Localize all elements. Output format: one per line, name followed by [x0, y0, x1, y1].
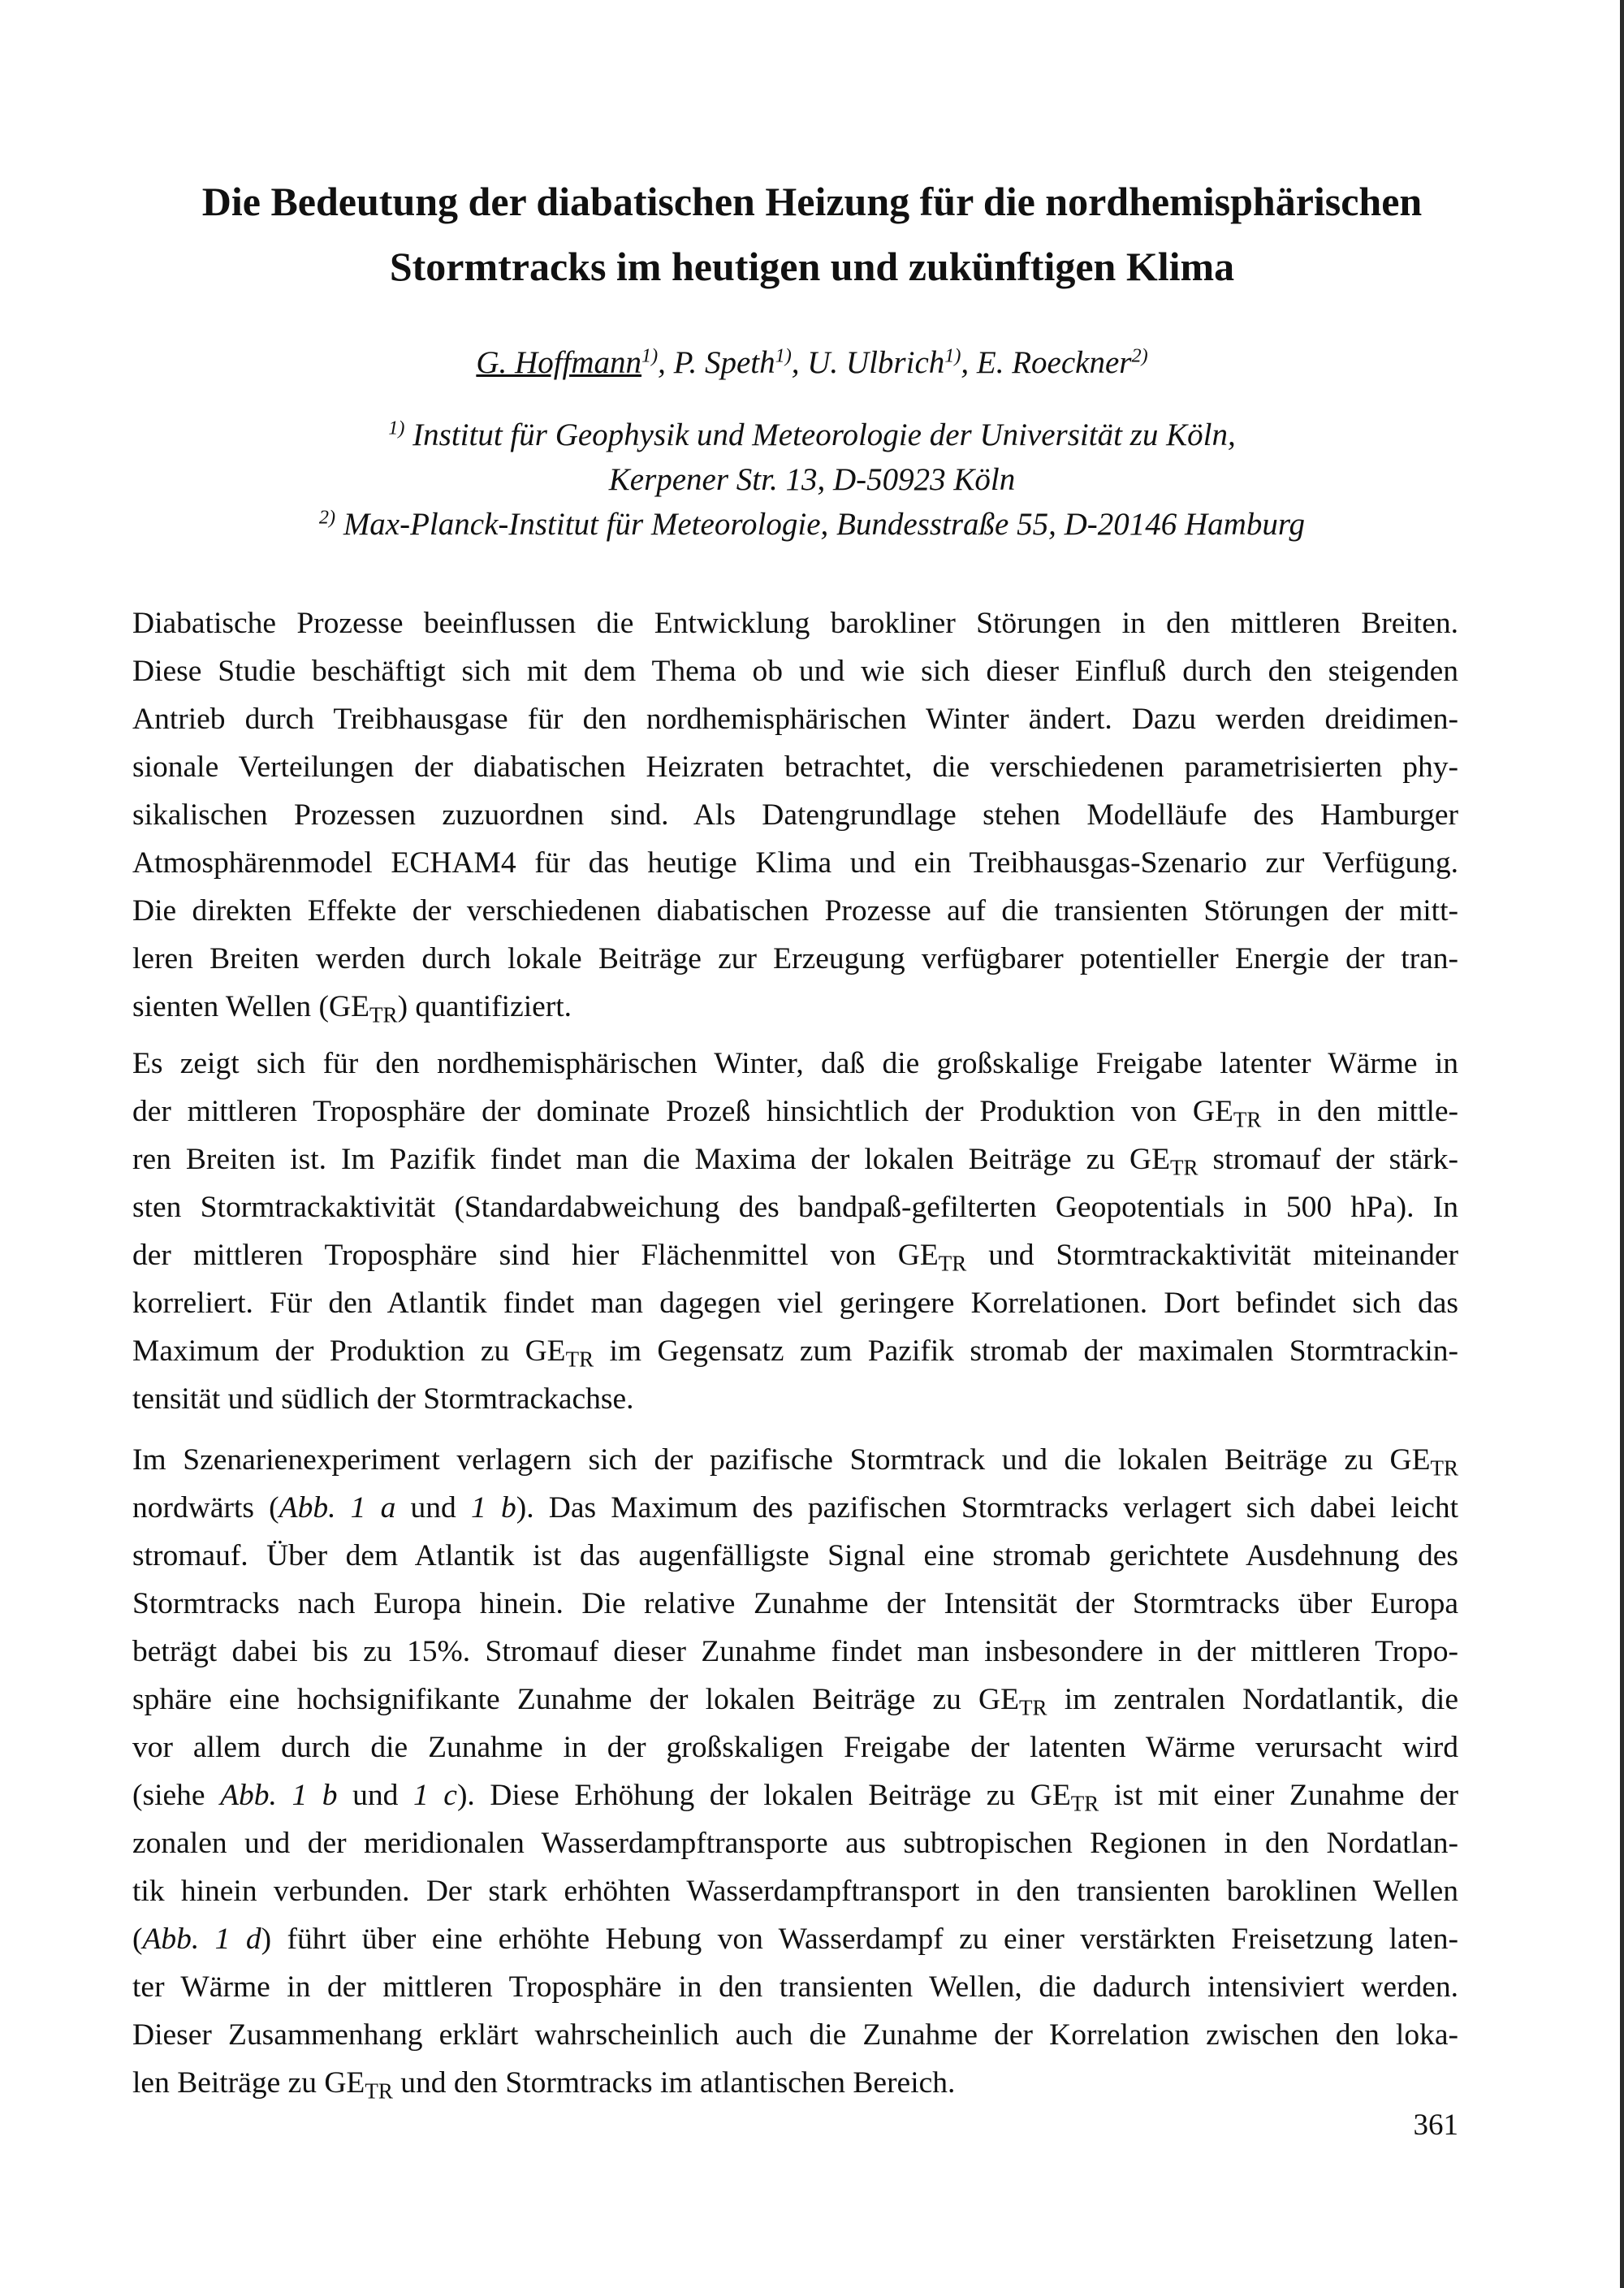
affiliation-mark: 2): [318, 506, 336, 529]
text-line: nordwärts (Abb. 1 a und 1 b). Das Maximum des pazifischen Stormtracks verlagert sich dabei leicht: [132, 1491, 1459, 1525]
author-sep: ,: [791, 345, 808, 380]
text-line: leren Breiten werden durch lokale Beiträge zur Erzeugung verfügbarer potentieller Energie der tran-: [132, 942, 1458, 975]
text-line: sienten Wellen $(GE_{TR})$ quantifiziert.: [132, 990, 572, 1027]
text-line: korreliert. Für den Atlantik findet man dagegen viel geringere Korrelationen. Dort befindet sich das: [132, 1287, 1458, 1320]
affiliation-mark: 1): [388, 417, 405, 439]
text-line: beträgt dabei bis zu 15%. Stromauf dieser Zunahme findet man insbesondere in der mittleren Tropo-: [132, 1635, 1458, 1668]
subscript: TR: [1430, 1455, 1458, 1481]
text-line: len Beiträge zu $GE_{TR}$ und den Stormtracks im atlantischen Bereich.: [132, 2066, 956, 2104]
author-sep: ,: [658, 345, 674, 380]
text-line: der mittleren Troposphäre sind hier Flächenmittel von $GE_{TR}$ und Stormtrackaktivität miteinander: [132, 1239, 1458, 1276]
text-line: sten Stormtrackaktivität (Standardabweichung des bandpaß-gefilterten Geopotentials in 500 hPa). In: [132, 1191, 1458, 1224]
affiliation-1: $^{1)}$ Institut für Geophysik und Meteorologie der Universität zu Köln,: [388, 417, 1236, 452]
text-line: (siehe Abb. 1 b und 1 c). Diese Erhöhung der lokalen Beiträge zu $GE_{TR}$ ist mit einer Zunahme der: [132, 1779, 1458, 1816]
subscript: TR: [938, 1251, 967, 1276]
title-line-2: Stormtracks im heutigen und zukünftigen Klima: [389, 244, 1235, 289]
text-line: Dieser Zusammenhang erklärt wahrscheinlich auch die Zunahme der Korrelation zwischen den loka-: [132, 2018, 1458, 2052]
paragraph-1: [132, 599, 1458, 1031]
affiliations: [0, 413, 1624, 547]
text-line: Es zeigt sich für den nordhemisphärischen Winter, daß die großskalige Freigabe latenter Wärme in: [132, 1047, 1458, 1080]
author-mark: 1): [944, 344, 961, 367]
paper-title: [0, 169, 1624, 299]
text-line: (Abb. 1 d) führt über eine erhöhte Hebung von Wasserdampf zu einer verstärkten Freisetzung laten-: [132, 1923, 1458, 1956]
text-line: der mittleren Troposphäre der dominate Prozeß hinsichtlich der Produktion von $GE_{TR}$ in den mittle-: [132, 1095, 1458, 1132]
figure-ref: Abb. 1 d: [142, 1923, 261, 1956]
author-name: U. Ulbrich: [807, 345, 945, 380]
affiliation-1-address: Kerpener Str. 13, D-50923 Köln: [608, 462, 1016, 497]
author-name: E. Roeckner: [976, 345, 1132, 380]
text-line: sphäre eine hochsignifikante Zunahme der lokalen Beiträge zu $GE_{TR}$ im zentralen Nordatlantik, die: [132, 1683, 1458, 1720]
figure-ref: Abb. 1 b: [220, 1779, 338, 1812]
text-line: sikalischen Prozessen zuzuordnen sind. Als Datengrundlage stehen Modelläufe des Hamburger: [132, 798, 1458, 832]
affiliation-2: $^{2)}$ Max-Planck-Institut für Meteorologie, Bundesstraße 55, D-20146 Hamburg: [318, 506, 1306, 542]
subscript: TR: [369, 1002, 398, 1027]
subscript: TR: [1070, 1791, 1099, 1816]
text-line: Stormtracks nach Europa hinein. Die relative Zunahme der Intensität der Stormtracks über Europa: [132, 1587, 1458, 1620]
text-line: tensität und südlich der Stormtrackachse.: [132, 1382, 634, 1416]
text-line: Atmosphärenmodel ECHAM4 für das heutige Klima und ein Treibhausgas-Szenario zur Verfügung.: [132, 846, 1458, 880]
author-mark: 2): [1131, 344, 1148, 367]
text-line: Die direkten Effekte der verschiedenen diabatischen Prozesse auf die transienten Störungen der mitt-: [132, 894, 1458, 928]
author-name: G. Hoffmann: [476, 345, 642, 380]
text-line: Im Szenarienexperiment verlagern sich der pazifische Stormtrack und die lokalen Beiträge zu $GE_{TR}$: [132, 1443, 1458, 1481]
text-line: Diese Studie beschäftigt sich mit dem Thema ob und wie sich dieser Einfluß durch den steigenden: [132, 655, 1458, 688]
title-line-1: Die Bedeutung der diabatischen Heizung für die nordhemisphärischen: [201, 179, 1423, 224]
text-line: Maximum der Produktion zu $GE_{TR}$ im Gegensatz zum Pazifik stromab der maximalen Stormtrackin-: [132, 1334, 1458, 1372]
text-line: vor allem durch die Zunahme in der großskaligen Freigabe der latenten Wärme verursacht wird: [132, 1731, 1458, 1764]
paragraph-2: [132, 1040, 1458, 1423]
text-line: zonalen und der meridionalen Wasserdampftransporte aus subtropischen Regionen in den Nordatlan-: [132, 1827, 1458, 1860]
text-line: Antrieb durch Treibhausgase für den nordhemisphärischen Winter ändert. Dazu werden dreidimen-: [132, 703, 1458, 736]
text-line: ter Wärme in der mittleren Troposphäre in den transienten Wellen, die dadurch intensiviert werden.: [132, 1970, 1458, 2004]
subscript: TR: [1233, 1107, 1262, 1132]
text-line: tik hinein verbunden. Der stark erhöhten Wasserdampftransport in den transienten baroklinen Wellen: [132, 1875, 1458, 1908]
paragraph-3: [132, 1436, 1458, 2107]
text-line: ren Breiten ist. Im Pazifik findet man die Maxima der lokalen Beiträge zu $GE_{TR}$ stromauf der stärk-: [132, 1143, 1458, 1180]
page-number: 361: [1413, 2109, 1458, 2142]
author-mark: 1): [775, 344, 792, 367]
subscript: TR: [365, 2078, 393, 2104]
author-sep: ,: [961, 345, 977, 380]
author-list: [0, 343, 1624, 383]
figure-ref: 1 c: [412, 1779, 457, 1812]
figure-ref: Abb. 1 a: [279, 1491, 396, 1525]
author-name: P. Speth: [673, 345, 775, 380]
text-line: sionale Verteilungen der diabatischen Heizraten betrachtet, die verschiedenen parametrisierten phy-: [132, 750, 1458, 784]
figure-ref: 1 b: [471, 1491, 516, 1525]
author-mark: 1): [641, 344, 659, 367]
subscript: TR: [565, 1347, 594, 1372]
text-line: stromauf. Über dem Atlantik ist das augenfälligste Signal eine stromab gerichtete Ausdehnung des: [132, 1539, 1458, 1572]
text-line: Diabatische Prozesse beeinflussen die Entwicklung barokliner Störungen in den mittleren Breiten.: [132, 607, 1458, 640]
subscript: TR: [1019, 1695, 1047, 1720]
subscript: TR: [1170, 1155, 1199, 1180]
